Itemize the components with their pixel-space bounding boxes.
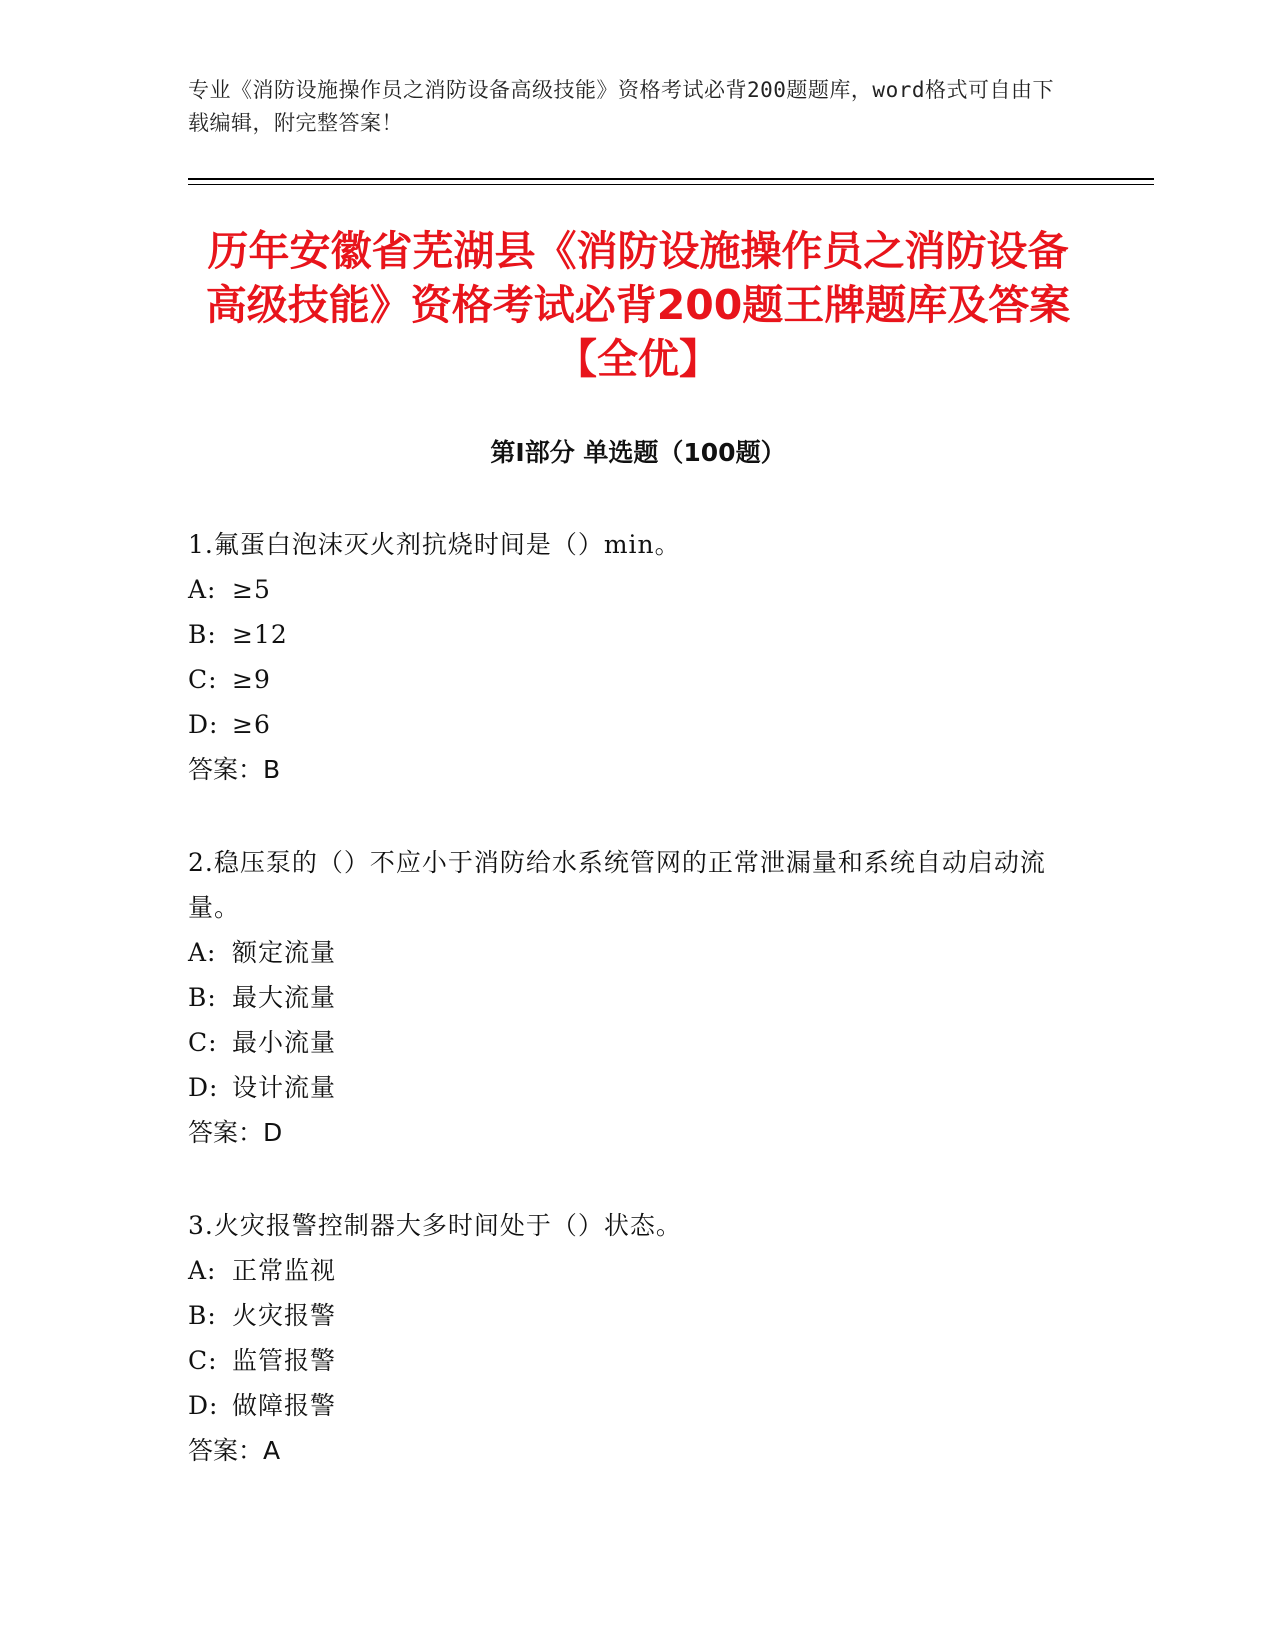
- question-stem: 2.稳压泵的（）不应小于消防给水系统管网的正常泄漏量和系统自动启动流量。: [188, 848, 1046, 922]
- question-stem: 1.氟蛋白泡沫灭火剂抗烧时间是（）min。: [188, 530, 681, 559]
- section-heading: 第Ⅰ部分 单选题（100题）: [490, 438, 786, 467]
- option-text: ≥12: [232, 620, 288, 649]
- option-letter: A:: [188, 575, 217, 604]
- option-text: 最大流量: [232, 983, 337, 1012]
- option-letter: C:: [188, 665, 218, 694]
- option-letter: D:: [188, 1391, 219, 1420]
- option-text: 设计流量: [232, 1073, 337, 1102]
- option-b: [188, 612, 1068, 657]
- question-block: [188, 840, 1068, 1155]
- option-c: [188, 1338, 1068, 1383]
- option-a: [188, 1248, 1068, 1293]
- option-text: ≥6: [232, 710, 271, 739]
- option-a: [188, 930, 1068, 975]
- answer-line: 答案：B: [188, 755, 281, 784]
- question-block: [188, 522, 1068, 792]
- option-text: 额定流量: [232, 938, 337, 967]
- option-letter: B:: [188, 1301, 217, 1330]
- option-d: [188, 702, 1068, 747]
- option-letter: B:: [188, 620, 217, 649]
- answer-line: 答案：A: [188, 1436, 281, 1465]
- option-letter: D:: [188, 710, 219, 739]
- option-c: [188, 657, 1068, 702]
- option-b: [188, 1293, 1068, 1338]
- option-text: 火灾报警: [232, 1301, 337, 1330]
- option-d: [188, 1065, 1068, 1110]
- question-stem: 3.火灾报警控制器大多时间处于（）状态。: [188, 1211, 682, 1240]
- option-text: ≥9: [232, 665, 271, 694]
- option-c: [188, 1020, 1068, 1065]
- option-letter: D:: [188, 1073, 219, 1102]
- option-letter: A:: [188, 938, 217, 967]
- option-text: ≥5: [232, 575, 271, 604]
- question-block: [188, 1203, 1068, 1473]
- option-letter: C:: [188, 1028, 218, 1057]
- option-letter: B:: [188, 983, 217, 1012]
- header-divider-thin: [188, 184, 1154, 185]
- option-b: [188, 975, 1068, 1020]
- header-note: 专业《消防设施操作员之消防设备高级技能》资格考试必背200题题库，word格式可自由下载编辑，附完整答案！: [188, 78, 1054, 135]
- option-a: [188, 567, 1068, 612]
- header-divider-thick: [188, 178, 1154, 180]
- option-d: [188, 1383, 1068, 1428]
- option-text: 做障报警: [232, 1391, 337, 1420]
- document-title: 历年安徽省芜湖县《消防设施操作员之消防设备高级技能》资格考试必背200题王牌题库及答案【全优】: [205, 227, 1071, 383]
- option-letter: A:: [188, 1256, 217, 1285]
- option-letter: C:: [188, 1346, 218, 1375]
- option-text: 最小流量: [232, 1028, 337, 1057]
- option-text: 正常监视: [232, 1256, 337, 1285]
- option-text: 监管报警: [232, 1346, 337, 1375]
- answer-line: 答案：D: [188, 1118, 283, 1147]
